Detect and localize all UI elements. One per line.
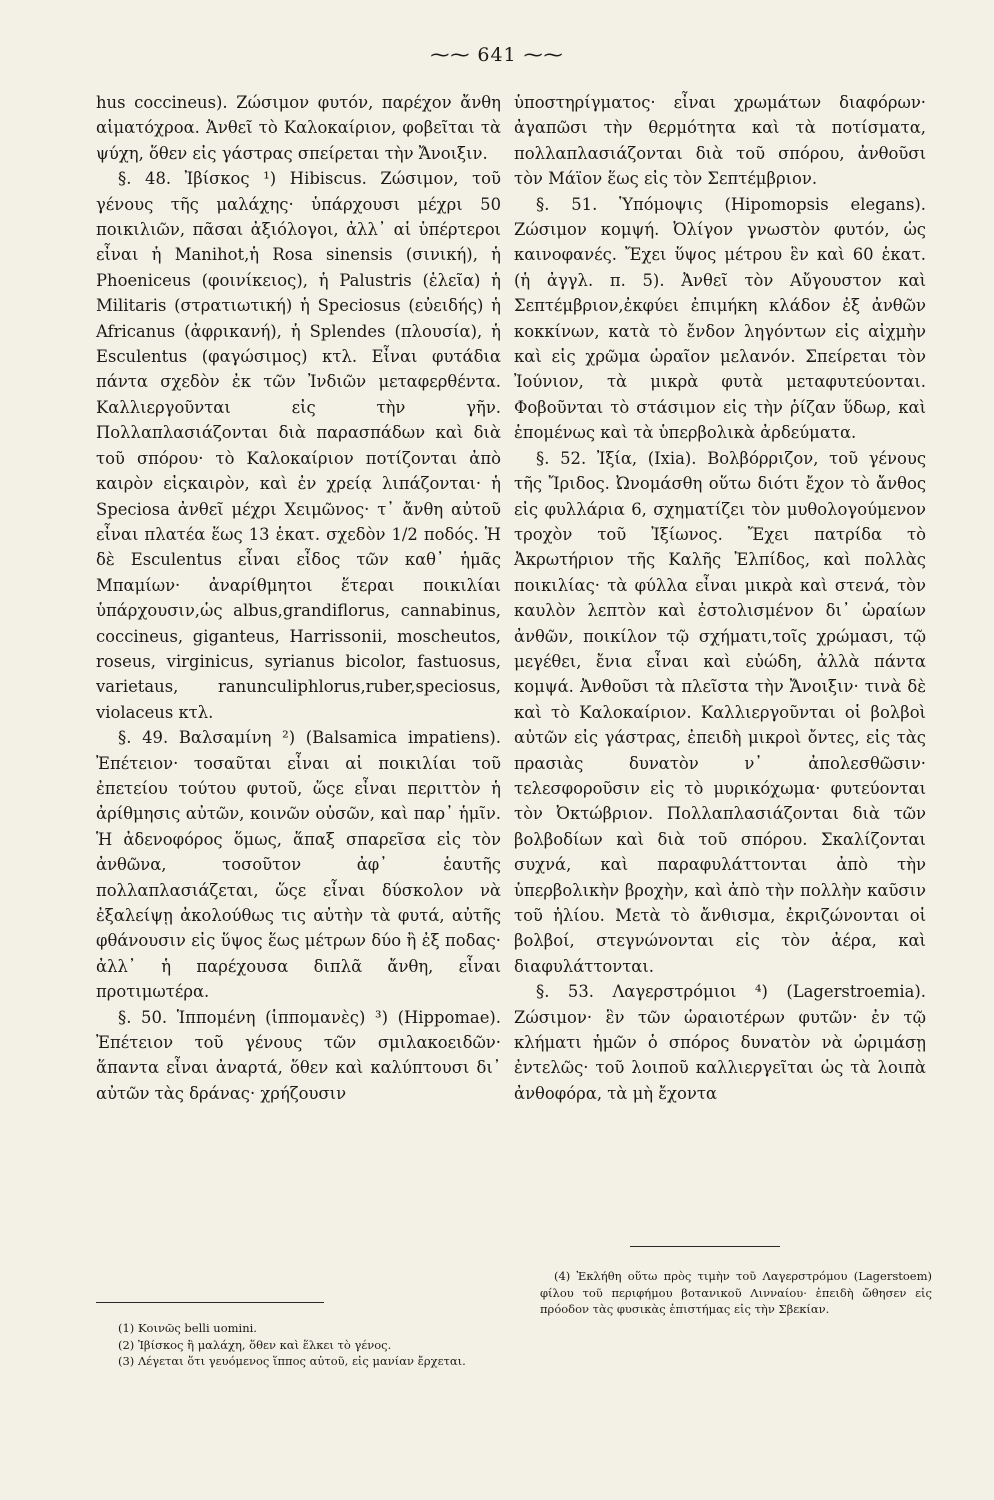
footnote-1: (1) Κοινῶς belli uomini.	[118, 1321, 257, 1335]
section-48-hibiscus: §. 48. Ἰβίσκος ¹) Hibiscus. Ζώσιμον, τοῦ γένους τῆς μαλάχης· ὑπάρχουσι μέχρι 50 ποικιλιῶν, πᾶσαι ἀξιόλογοι, ἀλλ᾽ αἱ ὑπέρτεροι εἶναι ἡ Manihot,ἡ Rosa sinensis (σινική), ἡ Phoeniceus (φοινίκειος), ἡ Palustris (ἑλεῖα) ἡ Militaris (στρατιωτική) ἡ Speciosus (εὐειδής) ἡ Africanus (ἀφρικανή), ἡ Splendes (πλουσία), ἡ Esculentus (φαγώσιμος) κτλ. Εἶναι φυτάδια πάντα σχεδὸν ἐκ τῶν Ἰνδιῶν μεταφερθέντα. Καλλιεργοῦνται εἰς τὴν γῆν. Πολλαπλασιάζονται διὰ παρασπάδων καὶ διὰ τοῦ σπόρου· τὸ Καλοκαίριον ποτίζονται ἀπὸ καιρὸν εἰςκαιρὸν, καὶ ἐν χρείᾳ λιπάζονται· ἡ Speciosa ἀνθεῖ μέχρι Χειμῶνος· τ᾽ ἄνθη αὐτοῦ εἶναι πλατέα ἕως 13 ἑκατ. σχεδὸν 1/2 ποδός. Ἡ δὲ Esculentus εἶναι εἶδος τῶν καθ᾽ ἡμᾶς Μπαμίων· ἀναρίθμητοι ἕτεραι ποικιλίαι ὑπάρχουσιν,ὡς albus,grandiflorus, cannabinus, coccineus, giganteus, Harrissonii, moscheutos, roseus, virginicus, syrianus bicolor, fastuosus, varietaus, ranunculiphlorus,ruber,speciosus, violaceus κτλ.	[96, 169, 501, 722]
footnote-2: (2) Ἰβίσκος ἢ μαλάχη, ὅθεν καὶ ἕλκει τὸ γένος.	[118, 1337, 392, 1352]
section-50-hippomane: §. 50. Ἱππομένη (ἱππομανὲς) ³) (Hippomae). Ἐπέτειον τοῦ γένους τῶν σμιλακοειδῶν· ἅπαντα εἶναι ἀναρτά, ὅθεν καὶ καλύπτουσι δι᾽ αὐτῶν τὰς δράνας· χρήζουσιν	[96, 1007, 501, 1103]
section-51-hipomopsis: §. 51. Ὑπόμοψις (Hipomopsis elegans). Ζώσιμον κομψή. Ὀλίγον γνωστὸν φυτόν, ὡς καινοφανές. Ἔχει ὕψος μέτρου ἓν καὶ 60 ἑκατ. (ἡ ἀγγλ. π. 5). Ἀνθεῖ τὸν Αὔγουστον καὶ Σεπτέμβριον,ἐκφύει ἐπιμήκη κλάδον ἐξ ἀνθῶν κοκκίνων, κατὰ τὸ ἔνδον ληγόντων εἰς αἰχμὴν καὶ εἰς χρῶμα ὡραῖον μελανόν. Σπείρεται τὸν Ἰούνιον, τὰ μικρὰ φυτὰ μεταφυτεύονται. Φοβοῦνται τὸ στάσιμον εἰς τὴν ῥίζαν ὕδωρ, καὶ ἑπομένως καὶ τὰ ὑπερβολικὰ ἀρδεύματα.	[514, 194, 926, 443]
paragraph-continuation: hus coccineus). Ζώσιμον φυτόν, παρέχον ἄνθη αἱματόχροα. Ἀνθεῖ τὸ Καλοκαίριον, φοβεῖται τὰ ψύχη, ὅθεν εἰς γάστρας σπείρεται τὴν Ἄνοιξιν.	[96, 93, 501, 163]
section-53-lagerstroemia: §. 53. Λαγερστρόμιοι ⁴) (Lagerstroemia). Ζώσιμον· ἓν τῶν ὡραιοτέρων φυτῶν· ἐν τῷ κλήματι ἡμῶν ὁ σπόρος δυνατὸν νὰ ὡριμάσῃ ἐντελῶς· τοῦ λοιποῦ καλλιεργεῖται ὡς τὰ λοιπὰ ἀνθοφόρα, τὰ μὴ ἔχοντα	[514, 982, 926, 1103]
footnote-3: (3) Λέγεται ὅτι γευόμενος ἵππος αὐτοῦ, εἰς μανίαν ἔρχεται.	[118, 1354, 466, 1368]
paragraph-continuation-right: ὑποστηρίγματος· εἶναι χρωμάτων διαφόρων· ἀγαπῶσι τὴν θερμότητα καὶ τὰ ποτίσματα, πολλαπλασιάζονται διὰ τοῦ σπόρου, ἀνθοῦσι τὸν Μάϊον ἕως εἰς τὸν Σεπτέμβριον.	[514, 93, 926, 189]
section-52-ixia: §. 52. Ἰξία, (Ixia). Βολβόρριζον, τοῦ γένους τῆς Ἴριδος. Ὠνομάσθη οὕτω διότι ἔχον τὸ ἄνθος εἰς φυλλάρια 6, σχηματίζει τὸν μυθολογούμενον τροχὸν τοῦ Ἰξίωνος. Ἔχει πατρίδα τὸ Ἀκρωτήριον τῆς Καλῆς Ἐλπίδος, καὶ πολλὰς ποικιλίας· τὰ φύλλα εἶναι μικρὰ καὶ στενά, τὸν καυλὸν λεπτὸν καὶ ἐστολισμένον δι᾽ ὡραίων ἀνθῶν, ποικίλον τῷ σχήματι,τοῖς χρώμασι, τῷ μεγέθει, ἔνια εἶναι καὶ εὐώδη, ἀλλὰ πάντα κομψά. Ἀνθοῦσι τὰ πλεῖστα τὴν Ἄνοιξιν· τινὰ δὲ καὶ τὸ Καλοκαίριον. Καλλιεργοῦνται οἱ βολβοὶ αὐτῶν εἰς γάστρας, ἐπειδὴ μικροὶ ὄντες, εἰς τὰς πρασιὰς δυνατὸν ν᾽ ἀπολεσθῶσιν· τελεσφοροῦσιν εἰς τὸ μυρικόχωμα· φυτεύονται τὸν Ὀκτώβριον. Πολλαπλασιάζονται διὰ τῶν βολβοδίων καὶ διὰ τοῦ σπόρου. Σκαλίζονται συχνά, καὶ παραφυλάττονται ἀπὸ τὴν ὑπερβολικὴν βροχὴν, καὶ ἀπὸ τὴν πολλὴν καῦσιν τοῦ ἡλίου. Μετὰ τὸ ἄνθισμα, ἐκριζώνονται οἱ βολβοί, στεγνώνονται εἰς τὸν ἀέρα, καὶ διαφυλάττονται.	[514, 448, 926, 976]
footnote-rule-right	[630, 1246, 780, 1247]
ornament-left: ⁓⁓	[430, 44, 478, 66]
right-column	[514, 90, 926, 1106]
footnote-rule-left	[96, 1302, 324, 1303]
ornament-right: ⁓⁓	[516, 44, 564, 66]
page-number: ⁓⁓ 641 ⁓⁓	[430, 44, 564, 66]
section-49-balsamine: §. 49. Βαλσαμίνη ²) (Balsamica impatiens). Ἐπέτειον· τοσαῦται εἶναι αἱ ποικιλίαι τοῦ ἐπετείου τούτου φυτοῦ, ὥςε εἶναι περιττὸν ἡ ἀρίθμησις αὐτῶν, κοινῶν οὐσῶν, καὶ παρ᾽ ἡμῖν. Ἡ ἀδενοφόρος ὅμως, ἅπαξ σπαρεῖσα εἰς τὸν ἀνθῶνα, τοσοῦτον ἀφ᾽ ἑαυτῆς πολλαπλασιάζεται, ὥςε εἶναι δύσκολον νὰ ἐξαλείψῃ ἀκολούθως τις αὐτὴν τὰ φυτά, αὐτῆς φθάνουσιν εἰς ὕψος ἕως μέτρων δύο ἢ ἐξ ποδας· ἀλλ᾽ ἡ παρέχουσα διπλᾶ ἄνθη, εἶναι προτιμωτέρα.	[96, 728, 501, 1002]
left-column	[96, 90, 501, 1106]
footnote-4: (4) Ἐκλήθη οὕτω πρὸς τιμὴν τοῦ Λαγερστρόμου (Lagerstoem) φίλου τοῦ περιφήμου βοτανικοῦ Λινναίου· ἐπειδὴ ὤθησεν εἰς πρόοδον τὰς φυσικὰς ἐπιστήμας εἰς τὴν Σβεκίαν.	[540, 1269, 932, 1316]
footnotes-left	[118, 1320, 502, 1370]
